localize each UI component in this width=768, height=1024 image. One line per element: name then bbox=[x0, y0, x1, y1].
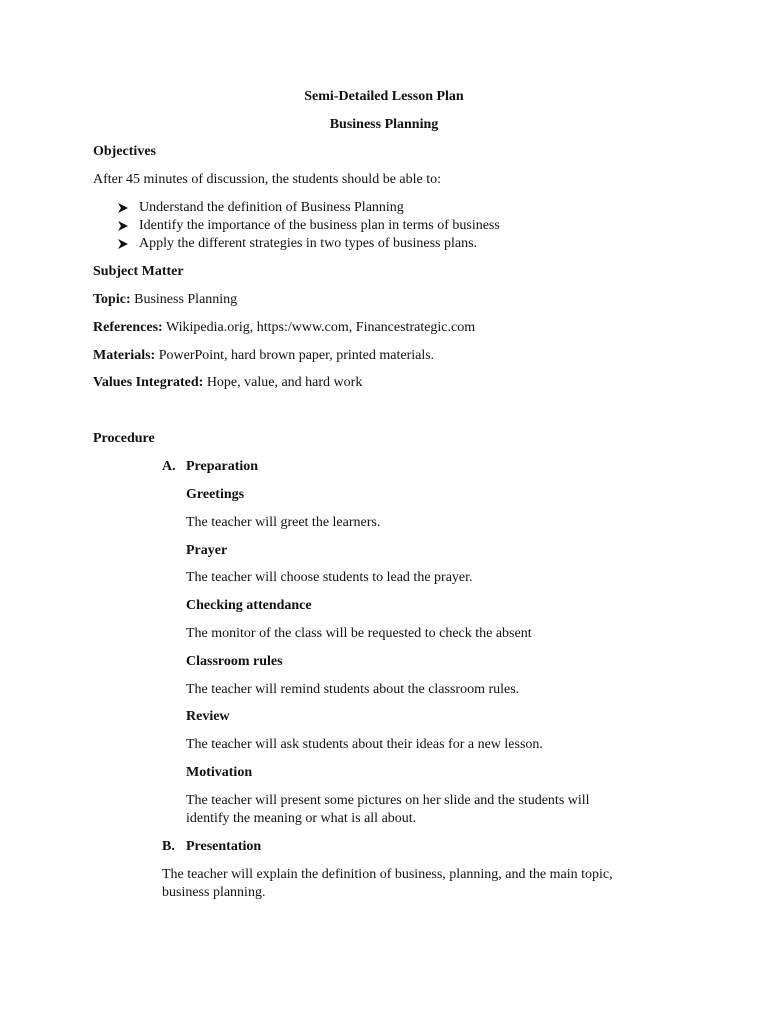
topic-line bbox=[93, 291, 237, 309]
values-value: Hope, value, and hard work bbox=[203, 375, 363, 390]
values-line bbox=[93, 374, 362, 392]
values-label: Values Integrated: bbox=[93, 375, 204, 390]
attendance-heading: Checking attendance bbox=[186, 598, 312, 613]
greetings-text: The teacher will greet the learners. bbox=[186, 515, 381, 530]
review-text: The teacher will ask students about their ideas for a new lesson. bbox=[186, 737, 543, 752]
section-a-marker: A. bbox=[162, 459, 176, 474]
section-b-marker: B. bbox=[162, 839, 175, 854]
motivation-text-line1: The teacher will present some pictures on her slide and the students will bbox=[186, 793, 590, 808]
procedure-heading: Procedure bbox=[93, 431, 155, 446]
objective-item: Apply the different strategies in two types of business plans. bbox=[139, 236, 478, 251]
topic-label: Topic: bbox=[93, 292, 131, 307]
prayer-text: The teacher will choose students to lead the prayer. bbox=[186, 570, 473, 585]
section-b-title: Presentation bbox=[186, 839, 262, 854]
classroom-rules-heading: Classroom rules bbox=[186, 654, 283, 669]
objectives-intro: After 45 minutes of discussion, the students should be able to: bbox=[93, 172, 442, 187]
references-line bbox=[93, 319, 475, 337]
references-value: Wikipedia.orig, https:/www.com, Financestrategic.com bbox=[162, 320, 476, 335]
subject-matter-heading: Subject Matter bbox=[93, 264, 184, 279]
objective-item: Understand the definition of Business Planning bbox=[139, 200, 404, 215]
materials-line bbox=[93, 347, 434, 365]
classroom-rules-text: The teacher will remind students about the classroom rules. bbox=[186, 682, 520, 697]
presentation-text-line2: business planning. bbox=[162, 885, 266, 900]
document-title: Semi-Detailed Lesson Plan bbox=[304, 89, 464, 104]
objectives-heading: Objectives bbox=[93, 144, 156, 159]
materials-value: PowerPoint, hard brown paper, printed materials. bbox=[155, 348, 435, 363]
document-subtitle: Business Planning bbox=[329, 117, 439, 132]
objective-item: Identify the importance of the business plan in terms of business bbox=[139, 218, 500, 233]
bullet-arrow-icon bbox=[117, 202, 129, 214]
prayer-heading: Prayer bbox=[186, 543, 228, 558]
materials-label: Materials: bbox=[93, 348, 156, 363]
motivation-heading: Motivation bbox=[186, 765, 253, 780]
greetings-heading: Greetings bbox=[186, 487, 245, 502]
references-label: References: bbox=[93, 320, 163, 335]
presentation-text-line1: The teacher will explain the definition of business, planning, and the main topic, bbox=[162, 867, 613, 882]
attendance-text: The monitor of the class will be requested to check the absent bbox=[186, 626, 532, 641]
topic-value: Business Planning bbox=[130, 292, 238, 307]
bullet-arrow-icon bbox=[117, 220, 129, 232]
bullet-arrow-icon bbox=[117, 238, 129, 250]
motivation-text-line2: identify the meaning or what is all about. bbox=[186, 811, 417, 826]
review-heading: Review bbox=[186, 709, 230, 724]
section-a-title: Preparation bbox=[186, 459, 259, 474]
